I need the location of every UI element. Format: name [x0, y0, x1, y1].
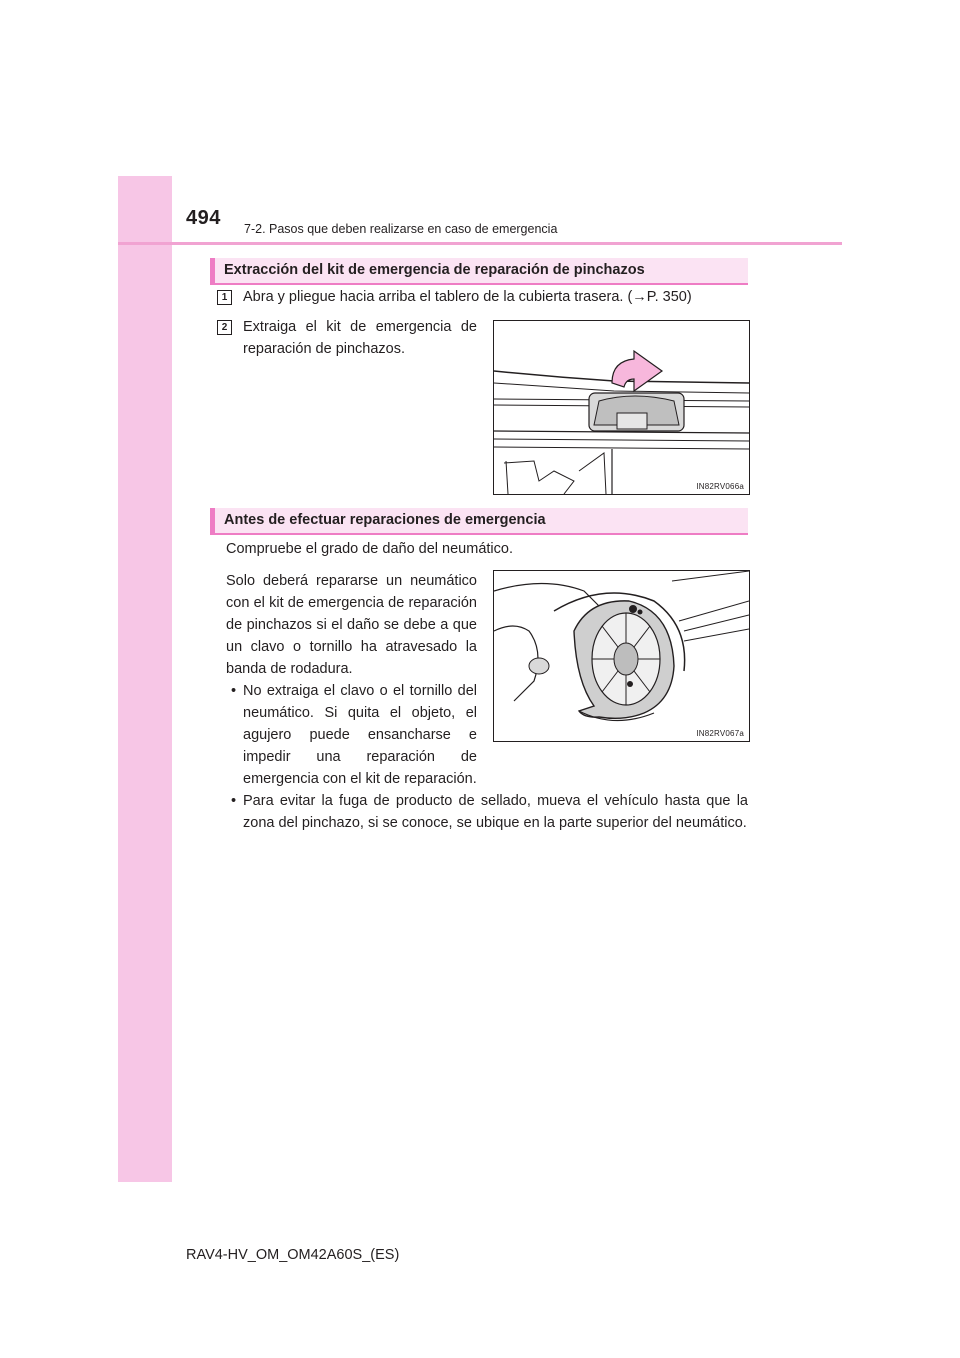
running-header: 7-2. Pasos que deben realizarse en caso de emergencia	[244, 222, 558, 236]
flat-tire-illustration	[494, 571, 749, 741]
bullet-symbol: •	[231, 793, 237, 809]
trunk-illustration	[494, 321, 749, 494]
section-heading-kit-removal	[210, 258, 748, 285]
section-title: Extracción del kit de emergencia de reparación de pinchazos	[224, 262, 645, 278]
repair-condition-paragraph: Solo deberá repararse un neumático con el kit de emergencia de reparación de pinchazos si el daño se debe a que un clavo o tornillo ha atravesado la banda de rodadura.	[226, 573, 477, 677]
figure-trunk-kit	[493, 320, 750, 495]
section-title: Antes de efectuar reparaciones de emergencia	[224, 512, 546, 528]
step-number-2: 2	[217, 320, 232, 335]
step-text-1: Abra y pliegue hacia arriba el tablero de la cubierta trasera. (→P. 350)	[243, 289, 692, 305]
intro-text: Compruebe el grado de daño del neumático.	[226, 541, 513, 557]
bullet-symbol: •	[231, 683, 237, 699]
bullet-text-2: Para evitar la fuga de producto de sellado, mueva el vehículo hasta que la zona del pinchazo, si se conoce, se ubique en la parte superior del neumático.	[243, 793, 748, 831]
side-color-band	[118, 176, 172, 1182]
figure-code: IN82RV066a	[696, 482, 744, 491]
step-number-1: 1	[217, 290, 232, 305]
bullet-text-1: No extraiga el clavo o el tornillo del neumático. Si quita el objeto, el agujero puede ensancharse e impedir una reparación de emergencia con el kit de reparación.	[243, 683, 477, 787]
figure-flat-tire	[493, 570, 750, 742]
figure-code: IN82RV067a	[696, 729, 744, 738]
footer-document-code: RAV4-HV_OM_OM42A60S_(ES)	[186, 1247, 400, 1263]
step-text-2: Extraiga el kit de emergencia de reparación de pinchazos.	[243, 319, 477, 357]
header-rule	[118, 242, 842, 245]
page-number: 494	[186, 207, 221, 229]
section-heading-before-repair	[210, 508, 748, 535]
